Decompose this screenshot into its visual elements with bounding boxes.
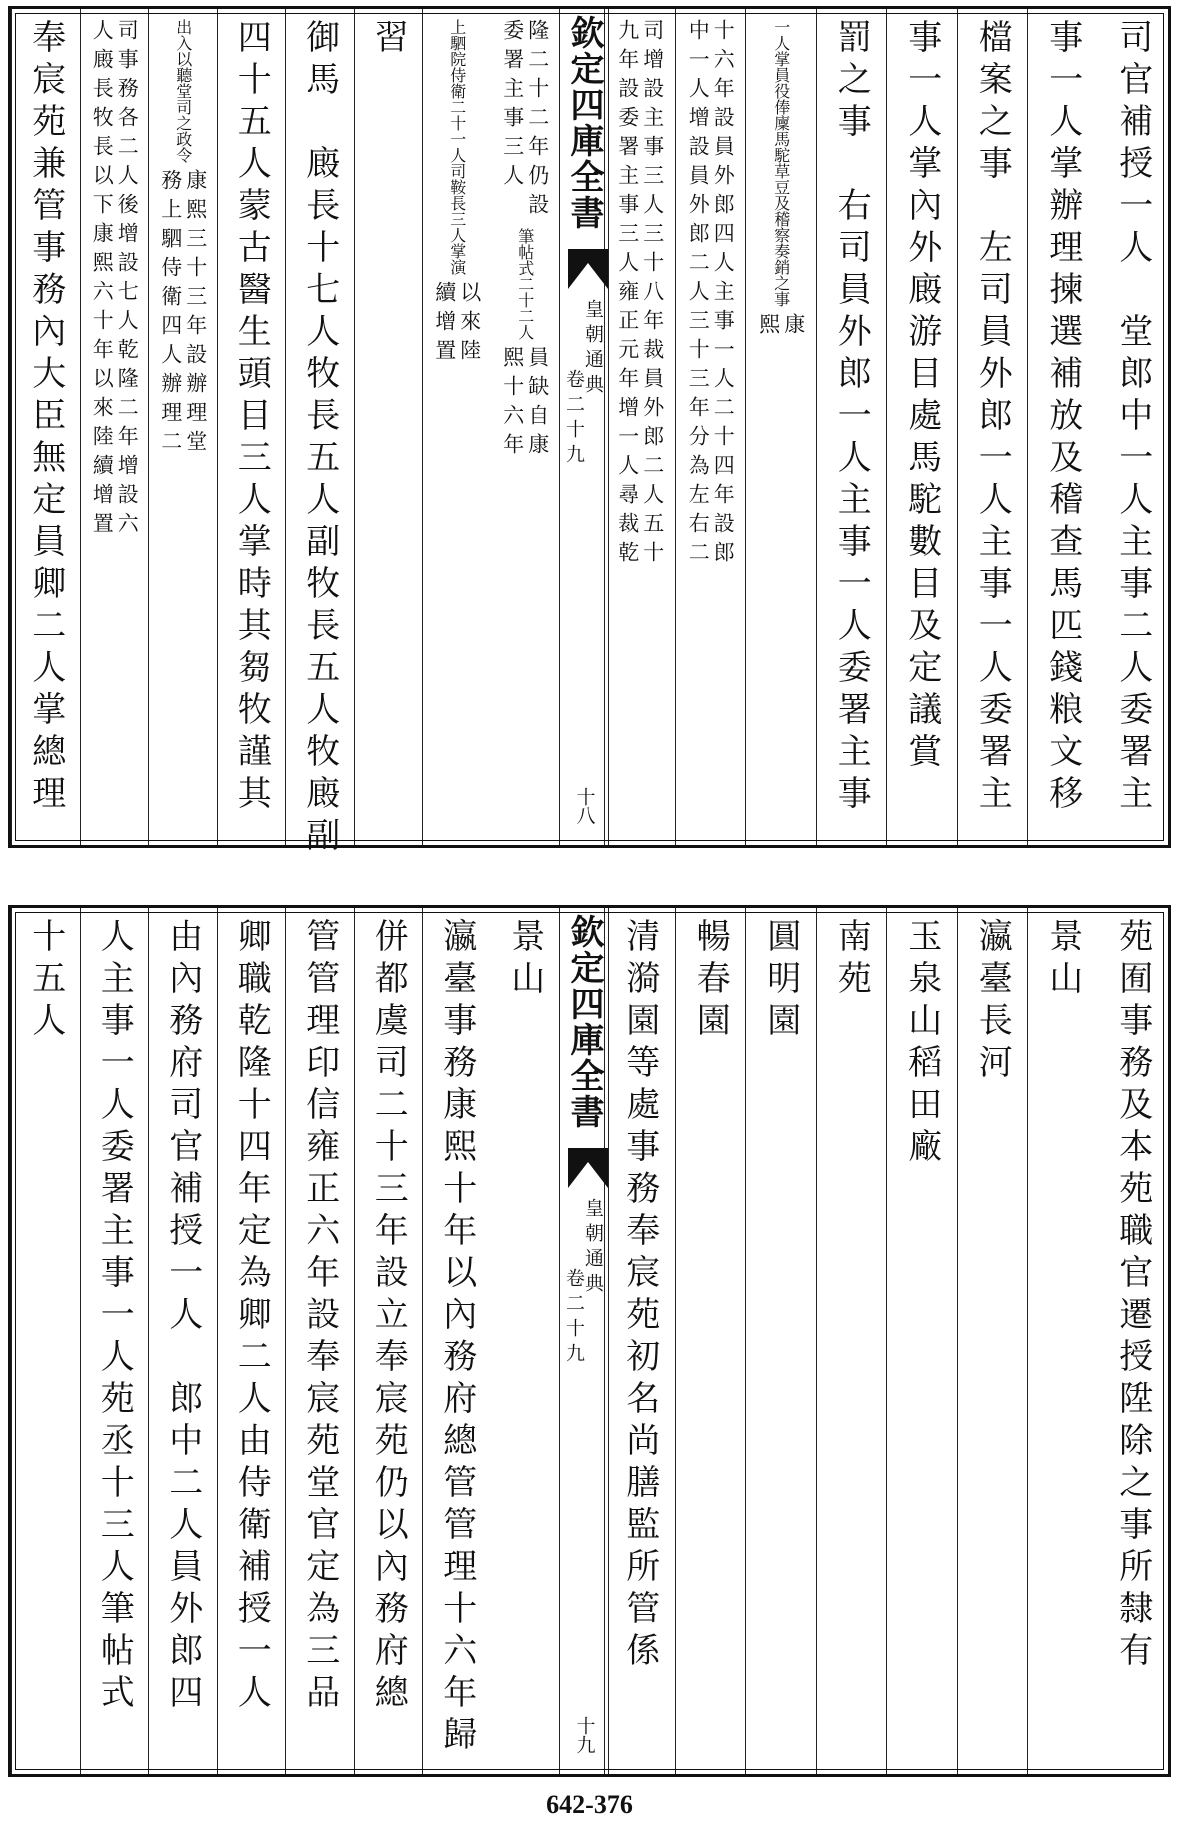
annotation-pair <box>502 19 548 222</box>
annotation-pair <box>160 169 206 459</box>
annotation-text: 務上駟侍衛四人辦理二 <box>158 169 183 459</box>
bottom-left-text: 併都虞司二十三年設立奉宸苑仍以內務府總 <box>368 918 409 1716</box>
main-text: 一人掌員役俸廩馬駝草豆及稽察奏銷之事 <box>771 19 791 307</box>
annotation-pair <box>502 346 548 462</box>
top-left-annotated-line <box>90 19 140 541</box>
annotation-text: 員缺自康 <box>525 346 550 462</box>
bottom-left-text: 景山 <box>504 918 545 1002</box>
annotation-text: 委署主事三人 <box>500 19 525 193</box>
top-left-column <box>217 9 286 845</box>
top-left-text: 奉宸苑兼管事務內大臣無定員卿二人掌總理 <box>25 19 66 817</box>
bottom-right-text: 苑囿事務及本苑職官遷授陞除之事所隸有 <box>1112 918 1153 1674</box>
top-right-text: 事一人掌內外廄游目處馬駝數目及定議賞 <box>901 19 942 775</box>
bottom-left-text: 卿職乾隆十四年定為卿二人由侍衛補授一人 <box>231 918 272 1716</box>
bottom-left-column <box>80 908 149 1774</box>
bottom-left-column <box>285 908 354 1774</box>
center-book-bottom: 皇朝通典 <box>582 1198 604 1298</box>
bottom-left-column <box>148 908 217 1774</box>
main-text: 出入以聽堂司之政令 <box>173 19 193 163</box>
top-left-text: 御馬 廄長十七人牧長五人副牧長五人牧廄副 <box>299 19 340 859</box>
bottom-left-column <box>354 908 423 1774</box>
annotation-pair <box>434 281 480 368</box>
bottom-page-frame <box>8 905 1171 1777</box>
bottom-right-column <box>604 908 675 1774</box>
top-left-column <box>285 9 354 859</box>
bottom-left-column <box>422 908 491 1774</box>
top-right-text: 罰之事 右司員外郎一人主事一人委署主事 <box>831 19 872 817</box>
top-folio: 十八 <box>573 787 596 825</box>
bottom-right-half <box>604 908 1168 1774</box>
bottom-left-text: 瀛臺事務康熙十年以內務府總管管理十六年歸 <box>436 918 477 1758</box>
bottom-left-text: 人主事一人委署主事一人苑丞十三人筆帖式 <box>94 918 135 1716</box>
annotation-text: 九年設委署主事三人雍正元年增一人尋裁乾 <box>615 19 640 570</box>
main-text: 上駟院侍衛二十一人司鞍長三人掌演 <box>447 19 467 275</box>
top-right-half <box>604 9 1168 845</box>
top-right-column <box>675 9 746 845</box>
top-left-annotated-line <box>434 19 480 368</box>
annotation-text: 隆二十二年仍設 <box>525 19 550 222</box>
bottom-right-text: 景山 <box>1042 918 1083 1002</box>
top-left-column <box>491 9 560 845</box>
bottom-right-column <box>1098 908 1169 1774</box>
bottom-left-half <box>11 908 559 1774</box>
bottom-folio: 十九 <box>573 1716 596 1754</box>
top-page <box>0 0 1179 860</box>
top-left-annotated-line <box>502 19 548 462</box>
bottom-right-text: 瀛臺長河 <box>972 918 1013 1086</box>
bottom-right-text: 圓明園 <box>760 918 801 1044</box>
top-left-column <box>148 9 217 845</box>
top-right-column <box>957 9 1028 845</box>
top-right-column <box>886 9 957 845</box>
center-book: 皇朝通典 <box>582 299 604 399</box>
annotation-text: 熙 <box>756 313 781 342</box>
annotation-text: 康 <box>781 313 806 342</box>
main-text: 筆帖式二十二人 <box>515 228 535 340</box>
bottom-right-column <box>816 908 887 1774</box>
annotation-text: 熙十六年 <box>500 346 525 462</box>
top-right-annotated-line <box>617 19 663 570</box>
top-center-column <box>559 9 609 845</box>
bottom-right-text: 南苑 <box>831 918 872 1002</box>
annotation-text: 中一人增設員外郎二人三十三年分為左右二 <box>686 19 711 570</box>
bottom-right-text: 玉泉山稻田廠 <box>901 918 942 1170</box>
bottom-left-column <box>217 908 286 1774</box>
center-title-bottom: 欽定四庫全書 <box>564 914 604 1130</box>
center-title: 欽定四庫全書 <box>564 15 604 231</box>
bottom-center-column <box>559 908 609 1774</box>
annotation-text: 司事務各二人後增設七人乾隆二年增設六 <box>115 19 140 541</box>
annotation-pair <box>758 313 804 342</box>
bottom-right-column <box>957 908 1028 1774</box>
top-right-column <box>604 9 675 845</box>
center-juan-bottom: 卷二十九 <box>563 1268 585 1368</box>
top-right-text: 檔案之事 左司員外郎一人主事一人委署主 <box>972 19 1013 817</box>
bottom-right-column <box>675 908 746 1774</box>
annotation-text: 康熙三十三年設辦理堂 <box>183 169 208 459</box>
page-footer-number: 642-376 <box>546 1790 633 1819</box>
annotation-text: 續增置 <box>432 281 457 368</box>
top-right-annotated-line <box>758 19 804 342</box>
top-left-annotated-line <box>160 19 206 459</box>
top-left-column <box>80 9 149 845</box>
bottom-right-column <box>886 908 957 1774</box>
annotation-text: 十六年設員外郎四人主事一人二十四年設郎 <box>711 19 736 570</box>
top-right-text: 司官補授一人 堂郎中一人主事二人委署主 <box>1112 19 1153 817</box>
annotation-text: 司增設主事三人三十八年裁員外郎二人五十 <box>640 19 665 570</box>
top-left-half <box>11 9 559 859</box>
fishtail-mark-icon <box>568 249 608 289</box>
top-right-column <box>1027 9 1098 845</box>
bottom-right-column <box>745 908 816 1774</box>
bottom-left-text: 十五人 <box>25 918 66 1044</box>
bottom-right-text: 暢春園 <box>690 918 731 1044</box>
top-left-text: 習 <box>368 19 409 61</box>
top-right-column <box>745 9 816 845</box>
top-left-column <box>11 9 80 845</box>
top-right-text: 事一人掌辦理揀選補放及稽查馬匹錢粮文移 <box>1042 19 1083 817</box>
center-juan: 卷二十九 <box>563 369 585 469</box>
top-right-column <box>1098 9 1169 845</box>
bottom-page <box>0 905 1179 1775</box>
bottom-left-text: 管管理印信雍正六年設奉宸苑堂官定為三品 <box>299 918 340 1716</box>
bottom-right-text: 清漪園等處事務奉宸苑初名尚膳監所管係 <box>619 918 660 1674</box>
top-left-column <box>422 9 491 845</box>
annotation-text: 人廄長牧長以下康熙六十年以來陸續增置 <box>90 19 115 541</box>
bottom-left-column <box>11 908 80 1774</box>
fishtail-mark-icon <box>568 1148 608 1188</box>
bottom-left-text: 由內務府司官補授一人 郎中二人員外郎四 <box>162 918 203 1716</box>
top-right-column <box>816 9 887 845</box>
bottom-right-column <box>1027 908 1098 1774</box>
top-left-text: 四十五人蒙古醫生頭目三人掌時其芻牧謹其 <box>231 19 272 817</box>
bottom-left-column <box>491 908 560 1774</box>
top-page-frame <box>8 6 1171 859</box>
top-left-column <box>354 9 423 845</box>
annotation-text: 以來陸 <box>457 281 482 368</box>
top-right-annotated-line <box>686 19 736 570</box>
